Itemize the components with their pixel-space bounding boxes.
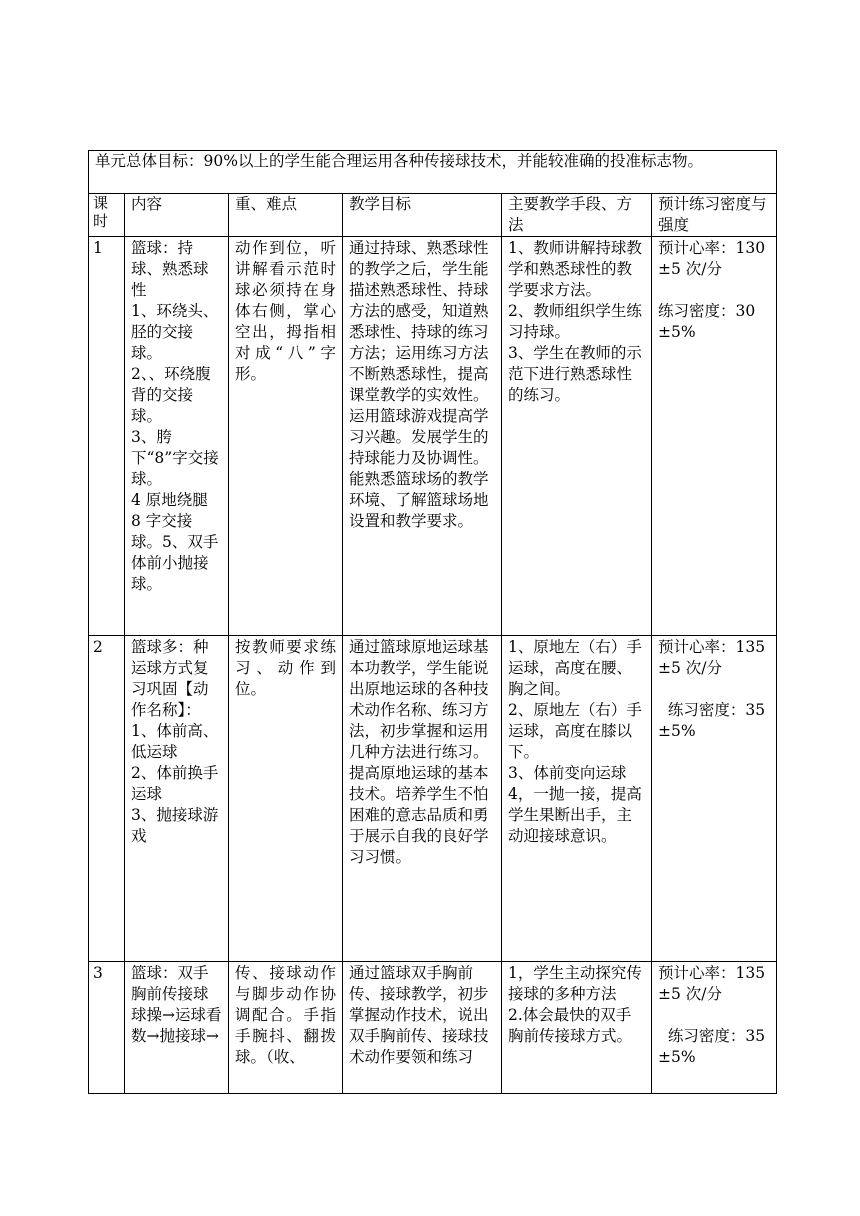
lesson-methods: 1，学生主动探究传接球的多种方法 2.体会最快的双手胸前传接球方式。 [502,962,652,1094]
lesson-methods: 1、教师讲解持球教学和熟悉球性的教学要求方法。 2、教师组织学生练习持球。 3、学生在教师的示范下进行熟悉球性的练习。 [502,237,652,636]
lesson-focus: 传、接球动作与脚步动作协调配合。手指手腕抖、翻拨球。（收、 [229,962,343,1094]
goal-row [89,151,777,194]
lesson-focus: 按教师要求练习、动作到位。 [229,636,343,962]
lesson-no: 1 [89,237,125,636]
lesson-no: 2 [89,636,125,962]
lesson-objective: 通过篮球双手胸前传、接球教学，初步掌握动作技术，说出双手胸前传、接球技术动作要领和练习 [343,962,502,1094]
lesson-methods: 1、原地左（右）手运球，高度在腰、胸之间。 2、原地左（右）手运球，高度在膝以下。 3、体前变向运球 4，一抛一接，提高学生果断出手，主动迎接球意识。 [502,636,652,962]
lesson-no: 3 [89,962,125,1094]
lesson-focus: 动作到位，听讲解看示范时球必须持在身体右侧，掌心空出，拇指相对成“八”字形。 [229,237,343,636]
lesson-content: 篮球多：种运球方式复习巩固【动作名称】： 1、体前高、低运球 2、体前换手运球 3、抛接球游戏 [125,636,229,962]
lesson-objective: 通过篮球原地运球基本功教学，学生能说出原地运球的各种技术动作名称、练习方法，初步掌握和运用几种方法进行练习。提高原地运球的基本技术。培养学生不怕困难的意志品质和勇于展示自我的良好学习习惯。 [343,636,502,962]
header-objective: 教学目标 [343,194,502,237]
table-row [89,962,777,1094]
lesson-content: 篮球：双手胸前传接球 球操→运球看数→抛接球→ [125,962,229,1094]
lesson-intensity: 预计心率：130±5 次/分 练习密度：30±5% [652,237,777,636]
lesson-intensity: 预计心率：135±5 次/分 练习密度：35±5% [652,636,777,962]
lesson-intensity: 预计心率：135±5 次/分 练习密度：35±5% [652,962,777,1094]
header-intensity: 预计练习密度与强度 [652,194,777,237]
unit-goal: 单元总体目标：90%以上的学生能合理运用各种传接球技术，并能较准确的投准标志物。 [89,151,777,194]
lesson-content: 篮球：持球、熟悉球性 1、环绕头、胫的交接球。 2、、环绕腹背的交接球。 3、胯下“8”字交接球。 4 原地绕腿 8 字交接球。5、双手体前小抛接球。 [125,237,229,636]
lesson-objective: 通过持球、熟悉球性的教学之后，学生能描述熟悉球性、持球方法的感受，知道熟悉球性、持球的练习方法；运用练习方法不断熟悉球性，提高课堂教学的实效性。运用篮球游戏提高学习兴趣。发展学生的持球能力及协调性。能熟悉篮球场的教学环境、了解篮球场地设置和教学要求。 [343,237,502,636]
header-row [89,194,777,237]
header-content: 内容 [125,194,229,237]
table-row [89,237,777,636]
header-no: 课时 [89,194,125,237]
header-focus: 重、难点 [229,194,343,237]
table-row [89,636,777,962]
lesson-plan-table [88,150,777,1094]
header-methods: 主要教学手段、方法 [502,194,652,237]
